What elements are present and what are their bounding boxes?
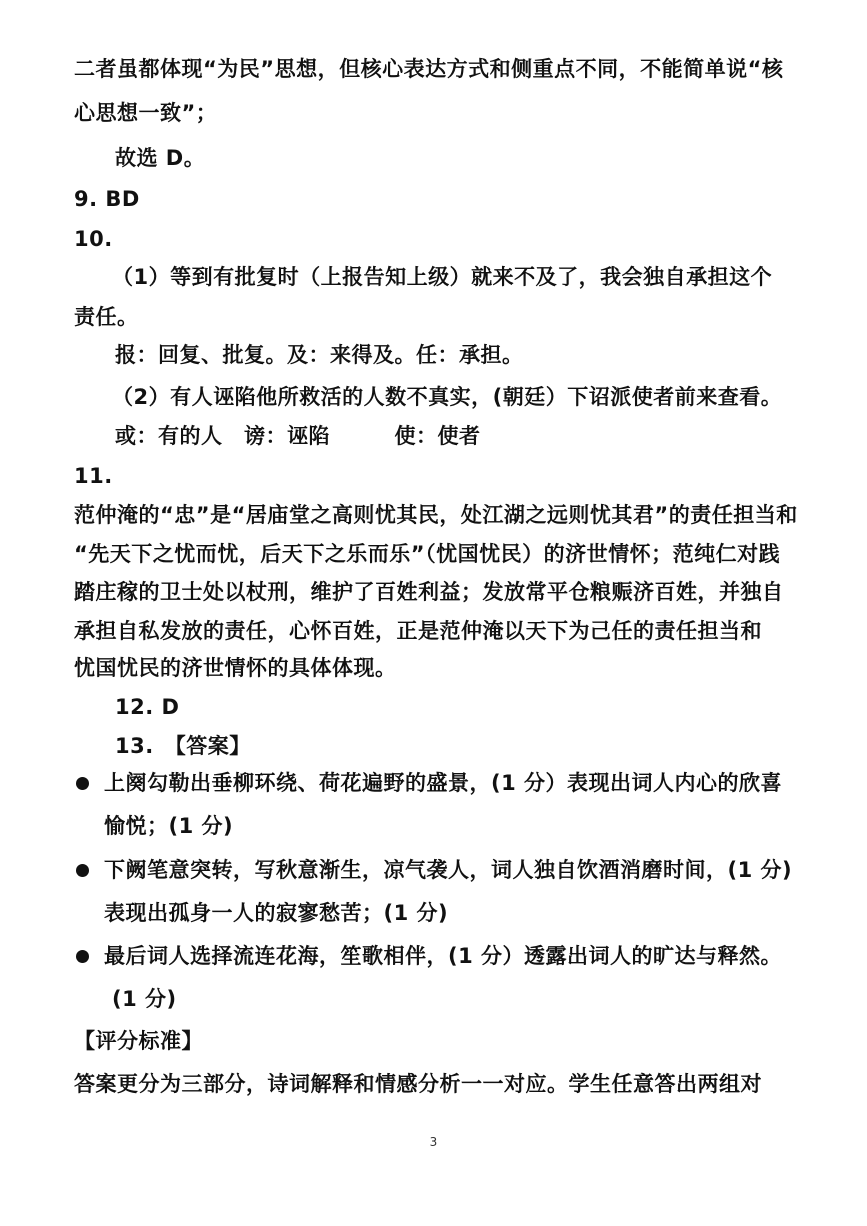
text-line: 承担自私发放的责任，心怀百姓，正是范仲淹以天下为己任的责任担当和 [74,619,762,643]
text-line: 故选 D。 [115,146,206,170]
text-line: （1）等到有批复时（上报告知上级）就来不及了，我会独自承担这个 [112,265,773,289]
question-10-label: 10. [74,227,113,251]
text-line: 踏庄稼的卫士处以杖刑，维护了百姓利益；发放常平仓粮赈济百姓，并独自 [74,580,784,604]
text-line: 二者虽都体现“为民”思想，但核心表达方式和侧重点不同，不能简单说“核 [74,57,784,81]
text-line: 表现出孤身一人的寂寥愁苦；(1 分) [104,901,449,925]
text-line: （2）有人诬陷他所救活的人数不真实，(朝廷）下诏派使者前来查看。 [112,385,783,409]
scoring-criteria-heading: 【评分标准】 [74,1029,203,1053]
text-line: (1 分) [112,987,177,1011]
question-11-label: 11. [74,464,113,488]
text-line: 忧国忧民的济世情怀的具体体现。 [74,656,397,680]
text-line: 心思想一致”； [74,101,218,125]
bullet-item: 最后词人选择流连花海，笙歌相伴，(1 分）透露出词人的旷达与释然。 [104,944,783,968]
page-number: 3 [429,1135,438,1149]
text-line: 答案更分为三部分，诗词解释和情感分析一一对应。学生任意答出两组对 [74,1072,762,1096]
bullet-item: 上阕勾勒出垂柳环绕、荷花遍野的盛景，(1 分）表现出词人内心的欣喜 [104,771,783,795]
text-line: 报：回复、批复。及：来得及。任：承担。 [115,343,524,367]
bullet-icon [76,777,89,790]
text-line: “先天下之忧而忧，后天下之乐而乐”（忧国忧民）的济世情怀；范纯仁对践 [74,542,781,566]
text-line: 或：有的人 谤：诬陷 使：使者 [115,424,481,448]
text-line: 愉悦；(1 分) [104,814,234,838]
bullet-icon [76,864,89,877]
question-9-answer: 9. BD [74,187,140,211]
question-12-answer: 12. D [115,695,180,719]
question-13-label: 13. 【答案】 [115,734,251,758]
bullet-item: 下阙笔意突转，写秋意渐生，凉气袭人，词人独自饮酒消磨时间，(1 分) [104,858,793,882]
text-line: 范仲淹的“忠”是“居庙堂之高则忧其民，处江湖之远则忧其君”的责任担当和 [74,503,798,527]
text-line: 责任。 [74,305,139,329]
bullet-icon [76,950,89,963]
